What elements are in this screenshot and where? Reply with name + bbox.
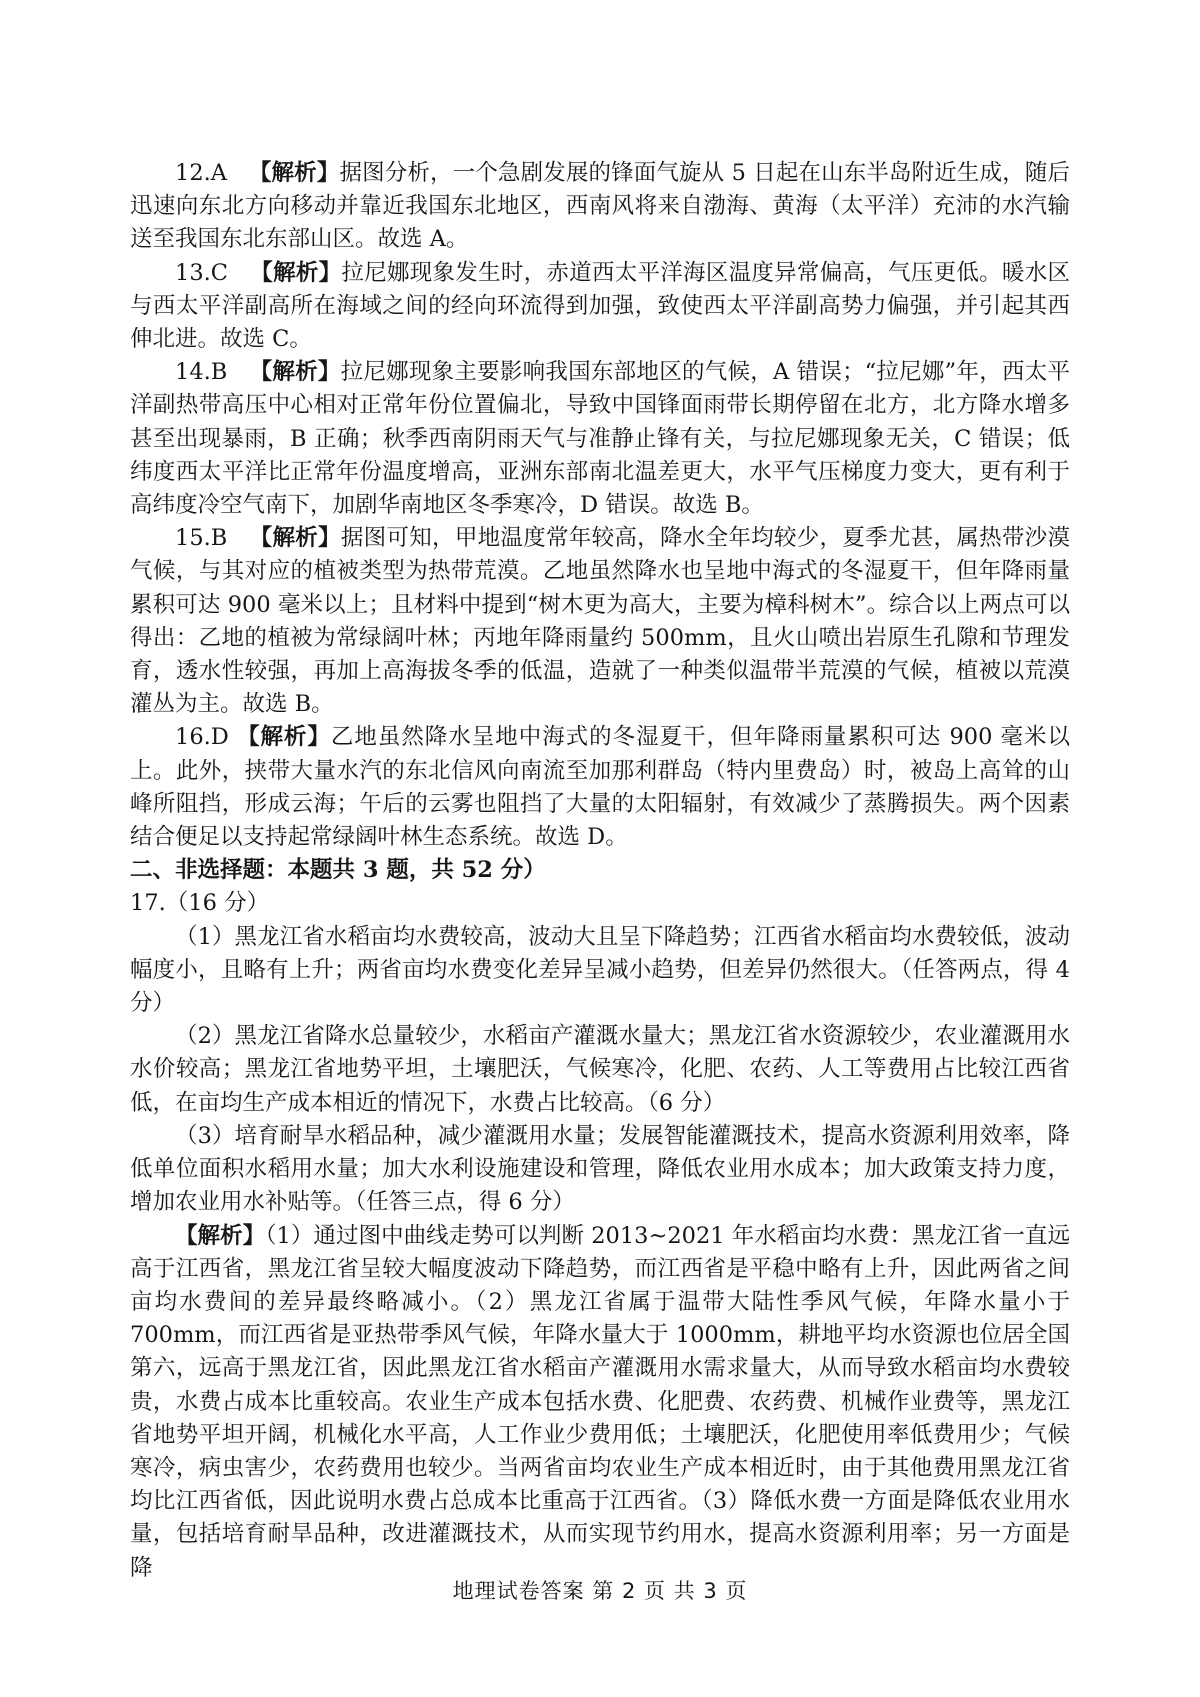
analysis-tag: 【解析】 bbox=[248, 160, 340, 186]
analysis-tag: 【解析】 bbox=[249, 359, 341, 386]
q17-analysis bbox=[130, 1220, 1070, 1585]
answer-text: 拉尼娜现象主要影响我国东部地区的气候，A 错误；“拉尼娜”年，西太平洋副热带高压中心相对正常年份位置偏北，导致中国锋面雨带长期停留在北方，北方降水增多甚至出现暴雨，B 正确；秋季西南阴雨天气与准静止锋有关，与拉尼娜现象无关，C 错误；低纬度西太平洋比正常年份温度增高，亚洲东部南北温差更大，水平气压梯度力变大，更有利于高纬度冷空气南下，加剧华南地区冬季寒冷，D 错误。故选 B。 bbox=[130, 359, 1070, 519]
q17-answer-1: （1）黑龙江省水稻亩均水费较高，波动大且呈下降趋势；江西省水稻亩均水费较低，波动幅度小，且略有上升；两省亩均水费变化差异呈减小趋势，但差异仍然很大。（任答两点，得 4 分） bbox=[130, 923, 1070, 1017]
section-heading: 二、非选择题：本题共 3 题，共 52 分） bbox=[130, 857, 546, 884]
analysis-tag: 【解析】 bbox=[250, 259, 342, 286]
answer-text: 据图分析，一个急剧发展的锋面气旋从 5 日起在山东半岛附近生成，随后迅速向东北方向移动并靠近我国东北地区，西南风将来自渤海、黄海（太平洋）充沛的水汽输送至我国东北东部山区。故选 A。 bbox=[130, 160, 1070, 253]
analysis-text: （1）通过图中曲线走势可以判断 2013~2021 年水稻亩均水费：黑龙江省一直远高于江西省，黑龙江省呈较大幅度波动下降趋势，而江西省是平稳中略有上升，因此两省之间亩均水费间的差异最终略减小。（2）黑龙江省属于温带大陆性季风气候，年降水量小于 700mm，而江西省是亚热带季风气候，年降水量大于 1000mm，耕地平均水资源也位居全国第六，远高于黑龙江省，因此黑龙江省水稻亩产灌溉用水需求量大，从而导致水稻亩均水费较贵，水费占成本比重较高。农业生产成本包括水费、化肥费、农药费、机械作业费等，黑龙江省地势平坦开阔，机械化水平高，人工作业少费用低；土壤肥沃，化肥使用率低费用少；气候寒冷，病虫害少，农药费用也较少。当两省亩均农业生产成本相近时，由于其他费用黑龙江省均比江西省低，因此说明水费占总成本比重高于江西省。（3）降低水费一方面是降低农业用水量，包括培育耐旱品种，改进灌溉技术，从而实现节约用水，提高水资源利用率；另一方面是降 bbox=[130, 1222, 1070, 1581]
q17-answer-2: （2）黑龙江省降水总量较少，水稻亩产灌溉水量大；黑龙江省水资源较少，农业灌溉用水水价较高；黑龙江省地势平坦，土壤肥沃，气候寒冷，化肥、农药、人工等费用占比较江西省低，在亩均生产成本相近的情况下，水费占比较高。（6 分） bbox=[130, 1023, 1070, 1116]
answer-number: 15.B bbox=[175, 525, 228, 552]
answer-text: 据图可知，甲地温度常年较高，降水全年均较少，夏季尤甚，属热带沙漠气候，与其对应的植被类型为热带荒漠。乙地虽然降水也呈地中海式的冬湿夏干，但年降雨量累积可达 900 毫米以上；且材料中提到“树木更为高大，主要为樟科树木”。综合以上两点可以得出：乙地的植被为常绿阔叶林；丙地年降雨量约 500mm，且火山喷出岩原生孔隙和节理发育，透水性较强，再加上高海拔冬季的低温，造就了一种类似温带半荒漠的气候，植被以荒漠灌丛为主。故选 B。 bbox=[130, 525, 1070, 718]
answer-item-15 bbox=[130, 522, 1070, 721]
answer-content bbox=[130, 157, 1070, 1585]
q17-answer-3: （3）培育耐旱水稻品种，减少灌溉用水量；发展智能灌溉技术，提高水资源利用效率，降低单位面积水稻用水量；加大水利设施建设和管理，降低农业用水成本；加大政策支持力度，增加农业用水补贴等。（任答三点，得 6 分） bbox=[130, 1122, 1070, 1216]
answer-text: 拉尼娜现象发生时，赤道西太平洋海区温度异常偏高，气压更低。暖水区与西太平洋副高所在海域之间的经向环流得到加强，致使西太平洋副高势力偏强，并引起其西伸北进。故选 C。 bbox=[130, 259, 1070, 353]
analysis-tag: 【解析】 bbox=[175, 1222, 266, 1249]
page-footer: 地理试卷答案 第 2 页 共 3 页 bbox=[452, 1579, 748, 1603]
answer-number: 16.D bbox=[175, 724, 229, 751]
answer-item-13 bbox=[130, 257, 1070, 357]
analysis-tag: 【解析】 bbox=[249, 525, 341, 552]
answer-text: 乙地虽然降水呈地中海式的冬湿夏干，但年降雨量累积可达 900 毫米以上。此外，挟带大量水汽的东北信风向南流至加那利群岛（特内里费岛）时，被岛上高耸的山峰所阻挡，形成云海；午后的云雾也阻挡了大量的太阳辐射，有效减少了蒸腾损失。两个因素结合便足以支持起常绿阔叶林生态系统。故选 D。 bbox=[130, 724, 1070, 851]
answer-item-16 bbox=[130, 721, 1070, 854]
answer-item-14 bbox=[130, 356, 1070, 522]
answer-number: 14.B bbox=[175, 359, 228, 386]
answer-number: 12.A bbox=[175, 160, 228, 186]
answer-number: 13.C bbox=[175, 259, 228, 286]
question-17-number: 17.（16 分） bbox=[130, 890, 270, 917]
analysis-tag: 【解析】 bbox=[236, 724, 331, 751]
answer-item-12 bbox=[130, 157, 1070, 257]
